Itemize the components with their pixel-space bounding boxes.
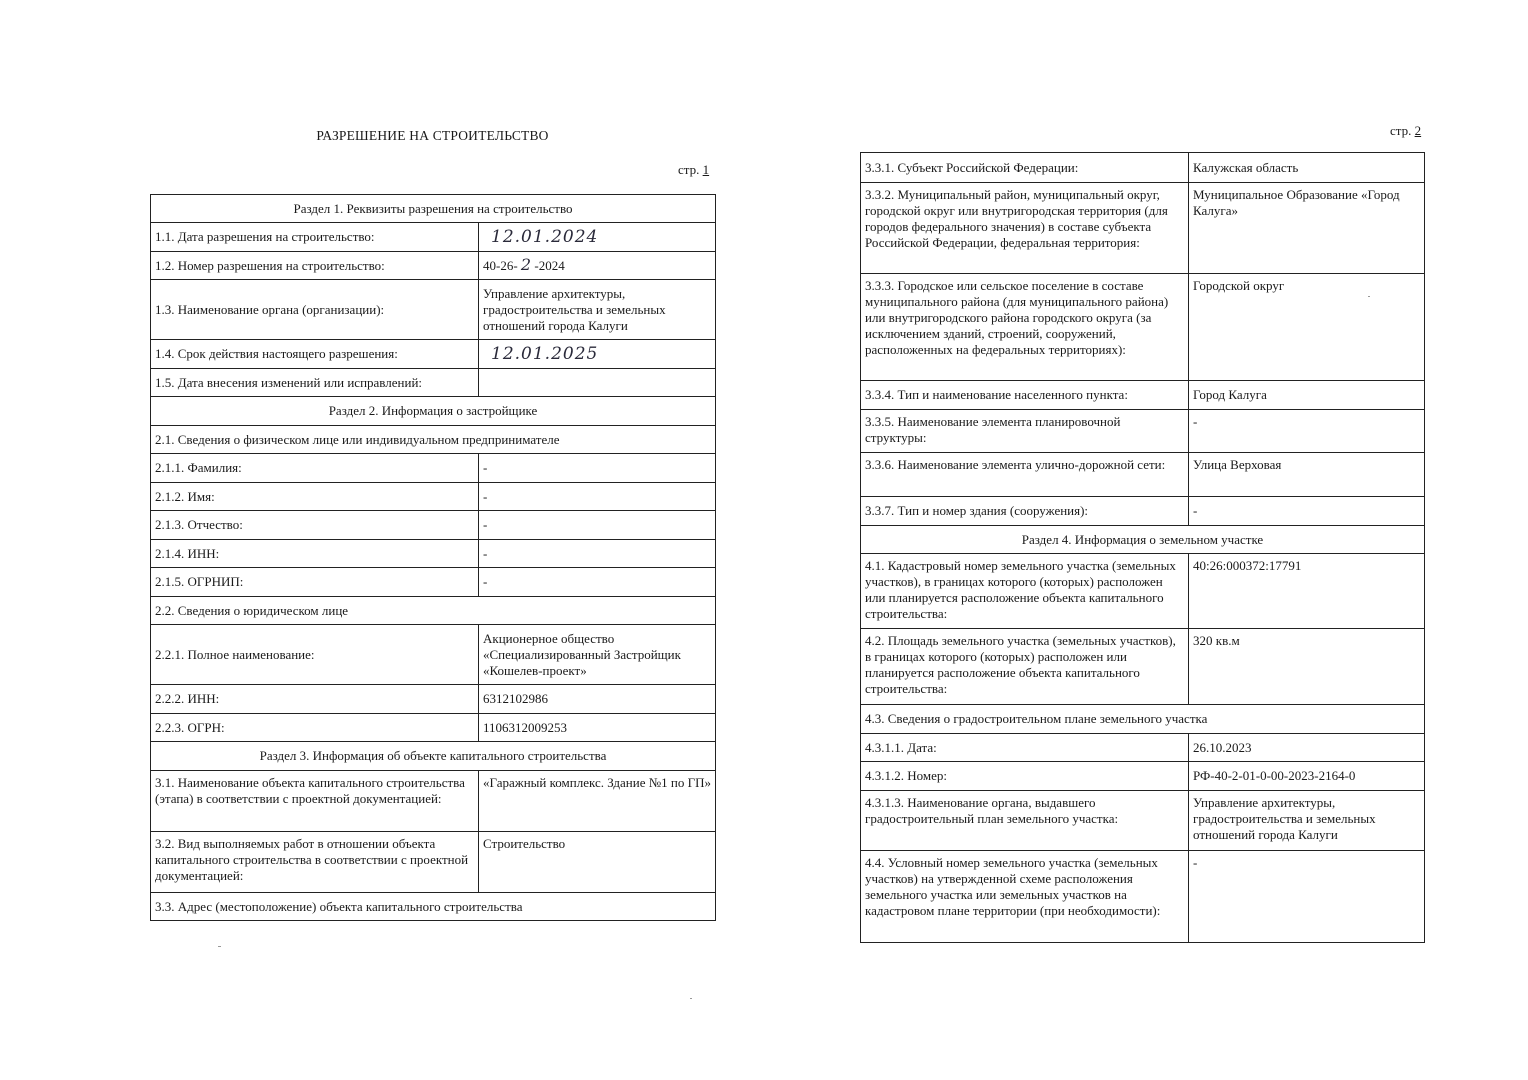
table-row [861,381,1425,410]
table-row [151,714,716,742]
row-label: 1.1. Дата разрешения на строительство: [151,223,479,252]
permit-table-page-1 [150,194,716,921]
row-value: - [479,540,716,568]
table-row [151,340,716,369]
scan-speck [690,998,692,999]
row-label: 2.1.1. Фамилия: [151,454,479,483]
permit-number-value: 40-26- 2 -2024 [479,252,716,280]
row-label: 3.3.4. Тип и наименование населенного пункта: [861,381,1189,410]
table-row [861,629,1425,705]
validity-date-value [479,340,716,369]
scan-speck [218,946,221,947]
cadastral-number-value: 40:26:000372:17791 [1189,554,1425,629]
street-value: Улица Верховая [1189,453,1425,497]
row-value: - [479,483,716,511]
row-label: 1.4. Срок действия настоящего разрешения: [151,340,479,369]
row-label: 4.3.1.3. Наименование органа, выдавшего градостроительный план земельного участка: [861,791,1189,851]
row-label: 3.3.6. Наименование элемента улично-дорожной сети: [861,453,1189,497]
page-number-1 [678,162,709,178]
table-row [861,453,1425,497]
locality-value: Город Калуга [1189,381,1425,410]
table-row [861,851,1425,943]
page-number-2 [1390,123,1421,139]
row-label: 3.3.7. Тип и номер здания (сооружения): [861,497,1189,526]
company-name-value: Акционерное общество «Специализированный Застройщик «Кошелев-проект» [479,625,716,685]
table-row [151,685,716,714]
table-row [861,734,1425,762]
permit-date-value [479,223,716,252]
row-label: 1.3. Наименование органа (организации): [151,280,479,340]
table-row [151,223,716,252]
table-row [151,511,716,540]
row-label: 3.1. Наименование объекта капитального строительства (этапа) в соответствии с проектной документацией: [151,771,479,832]
section-2-header: Раздел 2. Информация о застройщике [151,397,716,426]
subsection-2-2-header: 2.2. Сведения о юридическом лице [151,597,716,625]
section-3-header: Раздел 3. Информация об объекте капитального строительства [151,742,716,771]
row-label: 2.1.5. ОГРНИП: [151,568,479,597]
row-label: 4.3.1.1. Дата: [861,734,1189,762]
row-value: - [479,511,716,540]
handwritten-date: 12.01.2025 [491,343,599,364]
table-row [151,280,716,340]
region-value: Калужская область [1189,153,1425,183]
table-row [861,554,1425,629]
row-label: 3.3.1. Субъект Российской Федерации: [861,153,1189,183]
table-row [151,540,716,568]
section-4-header: Раздел 4. Информация о земельном участке [861,526,1425,554]
row-label: 2.2.2. ИНН: [151,685,479,714]
table-row [861,153,1425,183]
row-label: 2.1.2. Имя: [151,483,479,511]
authority-value: Управление архитектуры, градостроительства и земельных отношений города Калуги [479,280,716,340]
table-row [861,497,1425,526]
document-title: РАЗРЕШЕНИЕ НА СТРОИТЕЛЬСТВО [316,128,549,143]
gpzu-date-value: 26.10.2023 [1189,734,1425,762]
row-label: 3.3.2. Муниципальный район, муниципальный округ, городской округ или внутригородская территория (для городов федерального значения) в составе субъекта Российской Федерации, федеральная территория: [861,183,1189,274]
row-value: - [479,454,716,483]
work-type-value: Строительство [479,832,716,893]
page-label: стр. [1390,123,1412,138]
subsection-4-3-header: 4.3. Сведения о градостроительном плане земельного участка [861,705,1425,734]
row-label: 2.1.3. Отчество: [151,511,479,540]
table-row [861,410,1425,453]
table-row [151,454,716,483]
gpzu-number-value: РФ-40-2-01-0-00-2023-2164-0 [1189,762,1425,791]
row-value: - [479,568,716,597]
subsection-3-3-header: 3.3. Адрес (местоположение) объекта капитального строительства [151,893,716,921]
table-row [151,771,716,832]
table-row [151,483,716,511]
handwritten-number: 2 [520,255,532,274]
gpzu-authority-value: Управление архитектуры, градостроительства и земельных отношений города Калуги [1189,791,1425,851]
handwritten-date: 12.01.2024 [491,226,599,247]
page-number-value: 1 [702,162,710,177]
table-row [861,762,1425,791]
land-area-value: 320 кв.м [1189,629,1425,705]
row-label: 3.3.3. Городское или сельское поселение в составе муниципального района (для муниципального района) или внутригородского района городского округа (за исключением зданий, строений, сооружений, расположенных на федеральных территориях): [861,274,1189,381]
page-number-value: 2 [1414,123,1422,138]
section-1-header: Раздел 1. Реквизиты разрешения на строительство [151,195,716,223]
row-label: 2.2.3. ОГРН: [151,714,479,742]
scan-speck [1368,296,1370,297]
row-label: 4.4. Условный номер земельного участка (земельных участков) на утвержденной схеме расположения земельного участка или земельных участков на кадастровом плане территории (при необходимости): [861,851,1189,943]
row-label: 2.1.4. ИНН: [151,540,479,568]
table-row [151,568,716,597]
changes-date-value [479,369,716,397]
row-label: 4.2. Площадь земельного участка (земельных участков), в границах которого (которых) расположен или планируется расположение объекта капитального строительства: [861,629,1189,705]
table-row [151,625,716,685]
inn-value: 6312102986 [479,685,716,714]
table-row [151,252,716,280]
table-row [861,791,1425,851]
table-row [151,369,716,397]
table-row [861,274,1425,381]
page-label: стр. [678,162,700,177]
conditional-number-value: - [1189,851,1425,943]
row-label: 2.2.1. Полное наименование: [151,625,479,685]
row-label: 4.1. Кадастровый номер земельного участка (земельных участков), в границах которого (которых) расположен или планируется расположение объекта капитального строительства: [861,554,1189,629]
row-label: 4.3.1.2. Номер: [861,762,1189,791]
table-row [151,832,716,893]
table-row [861,183,1425,274]
row-label: 3.2. Вид выполняемых работ в отношении объекта капитального строительства в соответствии с проектной документацией: [151,832,479,893]
permit-table-page-2 [860,152,1425,943]
planning-element-value: - [1189,410,1425,453]
row-label: 1.2. Номер разрешения на строительство: [151,252,479,280]
ogrn-value: 1106312009253 [479,714,716,742]
subsection-2-1-header: 2.1. Сведения о физическом лице или индивидуальном предпринимателе [151,426,716,454]
row-label: 3.3.5. Наименование элемента планировочной структуры: [861,410,1189,453]
row-label: 1.5. Дата внесения изменений или исправлений: [151,369,479,397]
municipality-value: Муниципальное Образование «Город Калуга» [1189,183,1425,274]
settlement-value: Городской округ [1189,274,1425,381]
object-name-value: «Гаражный комплекс. Здание №1 по ГП» [479,771,716,832]
building-value: - [1189,497,1425,526]
